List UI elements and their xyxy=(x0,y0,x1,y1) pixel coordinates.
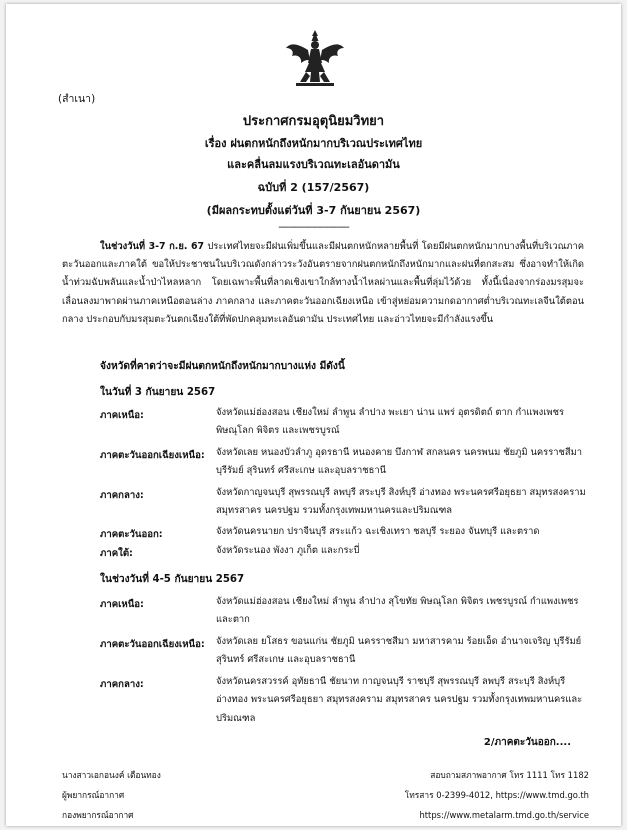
announcement-title: ประกาศกรมอุตุนิยมวิทยา xyxy=(242,114,385,129)
garuda-emblem xyxy=(284,28,346,88)
day1-region-text-central: จังหวัดกาญจนบุรี สุพรรณบุรี ลพบุรี สระบุรี สิงห์บุรี อ่างทอง พระนครศรีอยุธยา สมุทรสงคราม สมุทรสาคร นครปฐม รวมทั้งกรุงเทพมหานครและปริมณฑล xyxy=(216,487,586,517)
day1-region-text-northeast: จังหวัดเลย หนองบัวลำภู อุดรธานี หนองคาย บึงกาฬ สกลนคร นครพนม ชัยภูมิ นครราชสีมา บุรีรัมย์ สุรินทร์ ศรีสะเกษ และอุบลราชธานี xyxy=(216,447,583,477)
subject-line-1: เรื่อง ฝนตกหนักถึงหนักมากบริเวณประเทศไทย xyxy=(204,137,423,150)
day2-region-text-northeast: จังหวัดเลย ยโสธร ขอนแก่น ชัยภูมิ นครราชสีมา มหาสารคาม ร้อยเอ็ด อำนาจเจริญ บุรีรัมย์ สุรินทร์ ศรีสะเกษ และอุบลราชธานี xyxy=(216,636,582,666)
day1-region-text-south: จังหวัดระนอง พังงา ภูเก็ต และกระบี่ xyxy=(216,545,360,556)
continued-marker: 2/ภาคตะวันออก.... xyxy=(483,737,571,748)
day2-region-label-central: ภาคกลาง: xyxy=(100,679,144,690)
footer-division: กองพยากรณ์อากาศ xyxy=(62,810,134,820)
day1-region-label-northeast: ภาคตะวันออกเฉียงเหนือ: xyxy=(100,450,205,461)
day2-heading: ในช่วงวันที่ 4-5 กันยายน 2567 xyxy=(100,574,245,585)
subject-line-2: และคลื่นลมแรงบริเวณทะเลอันดามัน xyxy=(227,158,400,171)
intro-paragraph xyxy=(62,238,584,329)
day2-region-text-central: จังหวัดนครสวรรค์ อุทัยธานี ชัยนาท กาญจนบุรี ราชบุรี สุพรรณบุรี ลพบุรี สระบุรี สิงห์บุรี อ่างทอง พระนครศรีอยุธยา สมุทรสงคราม สมุทรสาคร นครปฐม รวมทั้งกรุงเทพมหานครและปริมณฑล xyxy=(216,676,583,724)
issue-number: ฉบับที่ 2 (157/2567) xyxy=(257,181,370,194)
day2-region-label-northeast: ภาคตะวันออกเฉียงเหนือ: xyxy=(100,639,205,650)
day1-region-label-south: ภาคใต้: xyxy=(100,548,133,559)
footer-contact-url: https://www.metalarm.tmd.go.th/service xyxy=(419,810,589,820)
day1-region-label-north: ภาคเหนือ: xyxy=(100,410,144,421)
day2-region-text-north: จังหวัดแม่ฮ่องสอน เชียงใหม่ ลำพูน ลำปาง สุโขทัย พิษณุโลก พิจิตร เพชรบูรณ์ กำแพงเพชร และตาก xyxy=(216,596,579,626)
day2-region-label-north: ภาคเหนือ: xyxy=(100,599,144,610)
footer-contact-phone: สอบถามสภาพอากาศ โทร 1111 โทร 1182 xyxy=(430,770,589,780)
intro-lead: ในช่วงวันที่ 3-7 ก.ย. 67 xyxy=(100,241,205,252)
footer-contact-fax: โทรสาร 0-2399-4012, https://www.tmd.go.th xyxy=(404,790,589,800)
footer-forecaster-name: นางสาวเอกอนงค์ เตือนทอง xyxy=(62,770,161,780)
effective-period: (มีผลกระทบตั้งแต่วันที่ 3-7 กันยายน 2567) xyxy=(206,204,421,217)
copy-label: (สำเนา) xyxy=(58,93,96,105)
header-divider: --------------------------- xyxy=(278,222,349,233)
day1-region-text-east: จังหวัดนครนายก ปราจีนบุรี สระแก้ว ฉะเชิงเทรา ชลบุรี ระยอง จันทบุรี และตราด xyxy=(216,526,540,537)
footer-forecaster-role: ผู้พยากรณ์อากาศ xyxy=(62,790,125,800)
day1-heading: ในวันที่ 3 กันยายน 2567 xyxy=(100,387,216,398)
day1-region-text-north: จังหวัดแม่ฮ่องสอน เชียงใหม่ ลำพูน ลำปาง พะเยา น่าน แพร่ อุตรดิตถ์ ตาก กำแพงเพชร พิษณุโลก พิจิตร และเพชรบูรณ์ xyxy=(216,407,564,437)
intro-body: ประเทศไทยจะมีฝนเพิ่มขึ้นและมีฝนตกหนักหลายพื้นที่ โดยมีฝนตกหนักมากบางพื้นที่บริเวณภาคตะวันออกและภาคใต้ ขอให้ประชาชนในบริเวณดังกล่าวระวังอันตรายจากฝนตกหนักถึงหนักมากและฝนที่ตกสะสม ซึ่งอาจทำให้เกิดน้ำท่วมฉับพลันและน้ำป่าไหลหลาก โดยเฉพาะพื้นที่ลาดเชิงเขาใกล้ทางน้ำไหลผ่านและพื้นที่ลุ่มไว้ด้วย ทั้งนี้เนื่องจากร่องมรสุมจะเลื่อนลงมาพาดผ่านภาคเหนือตอนล่าง ภาคกลาง และภาคตะวันออกเฉียงเหนือ เข้าสู่หย่อมความกดอากาศต่ำบริเวณทะเลจีนใต้ตอนกลาง ประกอบกับมรสุมตะวันตกเฉียงใต้ที่พัดปกคลุมทะเลอันดามัน ประเทศไทย และอ่าวไทยจะมีกำลังแรงขึ้น xyxy=(62,241,584,325)
day1-region-label-central: ภาคกลาง: xyxy=(100,490,144,501)
provinces-heading: จังหวัดที่คาดว่าจะมีฝนตกหนักถึงหนักมากบางแห่ง มีดังนี้ xyxy=(100,361,345,372)
day1-region-label-east: ภาคตะวันออก: xyxy=(100,529,163,540)
